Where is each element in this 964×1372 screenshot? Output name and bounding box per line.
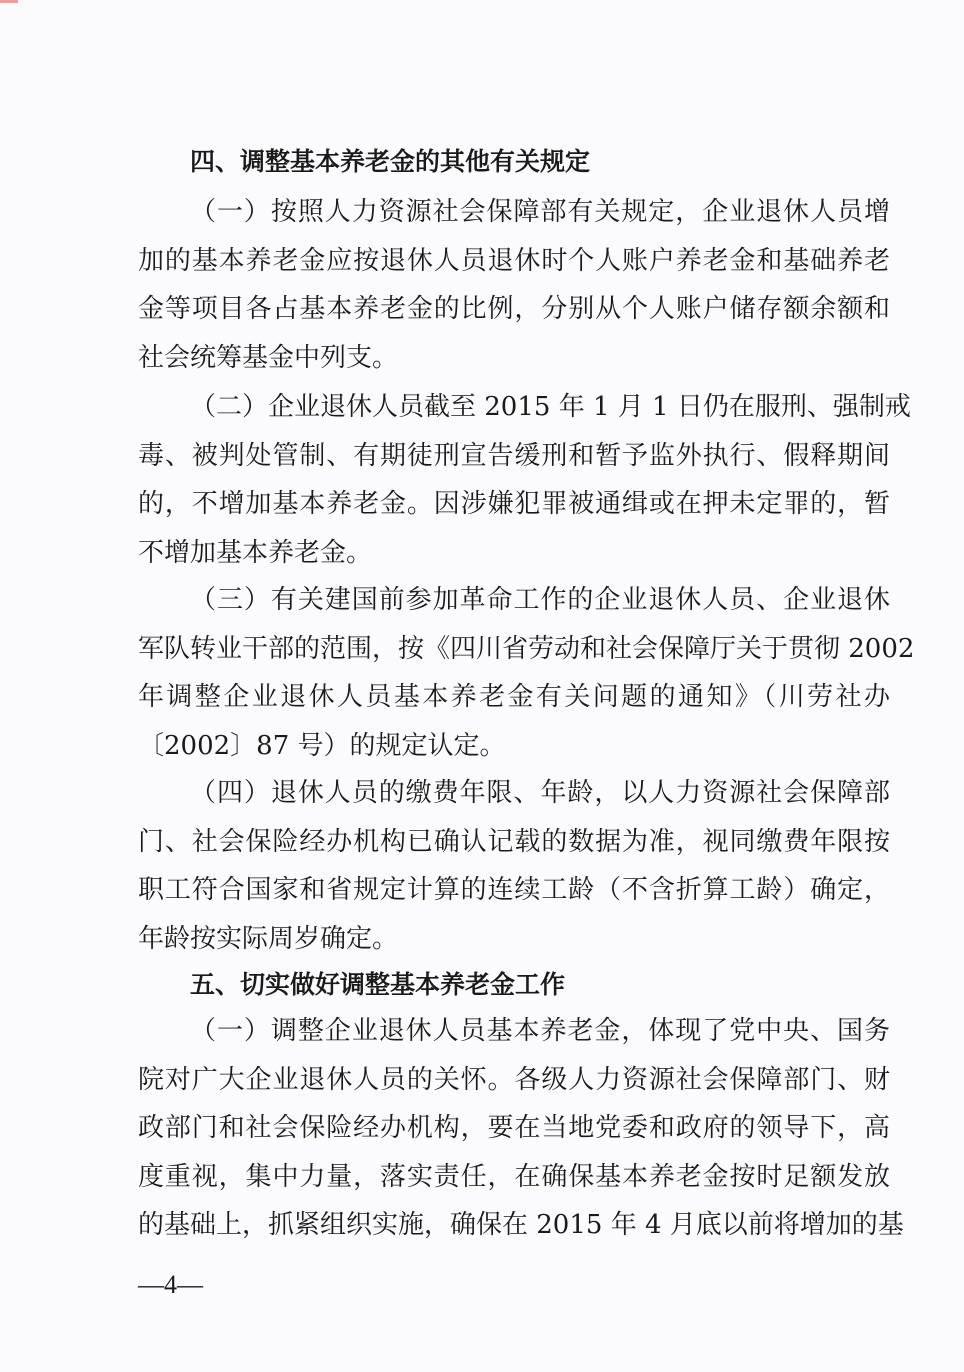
paragraph-line: 的，不增加基本养老金。因涉嫌犯罪被通缉或在押未定罪的，暂 xyxy=(138,489,890,519)
page-number: —4— xyxy=(138,1270,203,1299)
paragraph-line: 年龄按实际周岁确定。 xyxy=(138,923,399,954)
paragraph-line: （一）按照人力资源社会保障部有关规定，企业退休人员增 xyxy=(190,197,890,227)
paragraph-line: （二）企业退休人员截至 2015 年 1 月 1 日仍在服刑、强制戒 xyxy=(190,392,911,422)
paragraph-line: 加的基本养老金应按退休人员退休时个人账户养老金和基础养老 xyxy=(138,245,890,276)
paragraph-line: 院对广大企业退休人员的关怀。各级人力资源社会保障部门、财 xyxy=(138,1064,890,1095)
scan-mark xyxy=(0,0,18,3)
paragraph-line: 政部门和社会保险经办机构，要在当地党委和政府的领导下，高 xyxy=(138,1113,890,1143)
paragraph-line: （四）退休人员的缴费年限、年龄，以人力资源社会保障部 xyxy=(190,778,890,808)
paragraph-line: 社会统筹基金中列支。 xyxy=(138,342,399,373)
paragraph-line: 金等项目各占基本养老金的比例，分别从个人账户储存额余额和 xyxy=(138,294,890,324)
paragraph-line: 年调整企业退休人员基本养老金有关问题的通知》（川劳社办 xyxy=(138,682,890,712)
paragraph-line: 门、社会保险经办机构已确认记载的数据为准，视同缴费年限按 xyxy=(138,826,890,857)
paragraph-line: 职工符合国家和省规定计算的连续工龄（不含折算工龄）确定， xyxy=(138,875,890,905)
paragraph-line: 毒、被判处管制、有期徒刑宣告缓刑和暂予监外执行、假释期间 xyxy=(138,440,890,471)
paragraph-line: （一）调整企业退休人员基本养老金，体现了党中央、国务 xyxy=(190,1016,890,1046)
paragraph-line: 度重视，集中力量，落实责任，在确保基本养老金按时足额发放 xyxy=(138,1161,890,1192)
paragraph-line: 军队转业干部的范围，按《四川省劳动和社会保障厅关于贯彻 2002 xyxy=(138,633,915,664)
paragraph-line: 不增加基本养老金。 xyxy=(138,537,373,568)
section-heading: 五、切实做好调整基本养老金工作 xyxy=(190,970,566,999)
paragraph-line: 〔2002〕87 号）的规定认定。 xyxy=(138,730,506,761)
paragraph-line: 的基础上，抓紧组织实施，确保在 2015 年 4 月底以前将增加的基 xyxy=(138,1210,904,1240)
paragraph-line: （三）有关建国前参加革命工作的企业退休人员、企业退休 xyxy=(190,585,890,615)
section-heading: 四、调整基本养老金的其他有关规定 xyxy=(190,147,591,176)
